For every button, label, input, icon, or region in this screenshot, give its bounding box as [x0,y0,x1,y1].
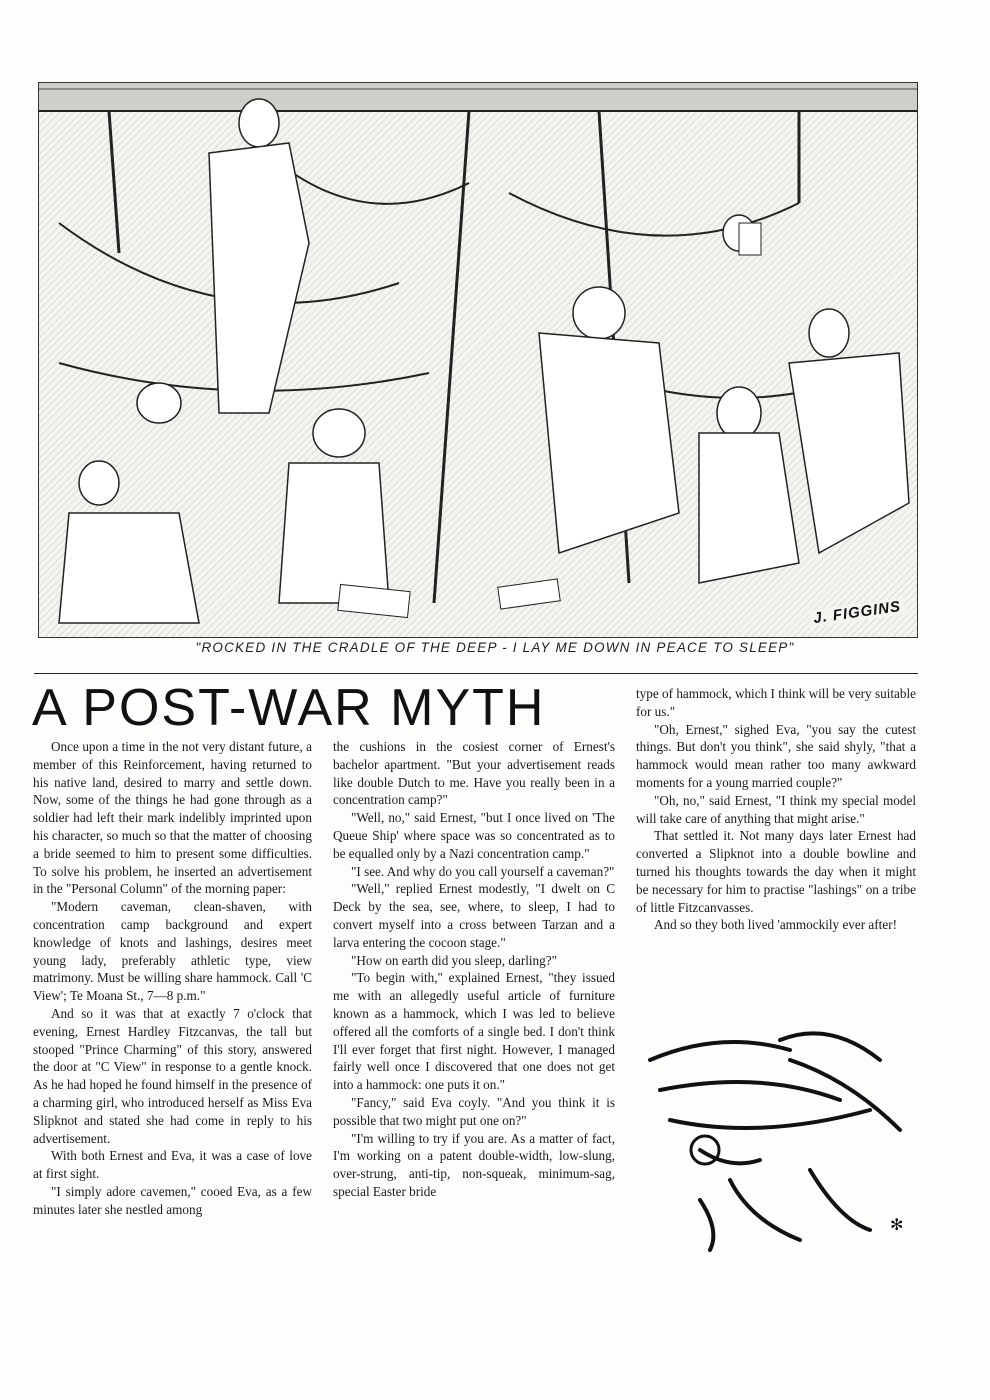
paragraph: "I'm willing to try if you are. As a matter of fact, I'm working on a patent double-width, low-slung, over-strung, anti-tip, non-squeak, minimum-sag, special Easter bride [333,1130,615,1199]
cartoon-caption: "ROCKED IN THE CRADLE OF THE DEEP - I LAY ME DOWN IN PEACE TO SLEEP" [195,640,795,655]
paragraph: "Oh, Ernest," sighed Eva, "you say the cutest things. But don't you think", she said shyly, "that a hammock would mean rather too many awkward moments for a young married couple?" [636,721,916,790]
paragraph: "Modern caveman, clean-shaven, with concentration camp background and expert knowledge of knots and lashings, desires meet young lady, preferably athletic type, view matrimony. Must be willing share hammock. Call 'C View'; Te Moana St., 7—8 p.m." [33,899,312,1004]
paragraph: "How on earth did you sleep, darling?" [351,952,557,968]
paragraph: type of hammock, which I think will be very suitable for us." [636,686,916,719]
man-under-hammocks-drawing [640,1020,915,1255]
paragraph: the cushions in the cosiest corner of Ernest's bachelor apartment. "But your advertisement reads like double Dutch to me. Have you really been in a concentration camp?" [333,739,615,808]
cartoon-illustration [38,82,918,638]
article-headline: A POST-WAR MYTH [32,679,546,737]
svg-text:✻: ✻ [890,1217,904,1234]
column-1 [33,738,312,1219]
paragraph: "Fancy," said Eva coyly. "And you think it is possible that two might put one on?" [333,1094,615,1128]
paragraph: With both Ernest and Eva, it was a case of love at first sight. [33,1148,312,1182]
paragraph: "Well, no," said Ernest, "but I once lived on 'The Queue Ship' where space was so concentrated as to be equalled only by a Nazi concentration camp." [333,810,615,861]
paragraph: "I see. And why do you call yourself a caveman?" [351,863,615,879]
hammock-deck-drawing [39,83,917,637]
column-2 [333,738,615,1201]
artist-signature: J. FIGGINS [808,597,906,627]
paragraph: And so it was that at exactly 7 o'clock that evening, Ernest Hardley Fitzcanvas, the tall but stooped "Prince Charming" of this story, answered the door at "C View" in response to a gentle knock. As he had hoped he found himself in the presence of a charming girl, who introduced herself as Miss Eva Slipknot and stated she had come in reply to his advertisement. [33,1005,312,1146]
paragraph: "Well," replied Ernest modestly, "I dwelt on C Deck by the sea, see, where, to sleep, I had to convert myself into a cross between Tarzan and a larva entering the cocoon stage." [333,881,615,950]
paragraph: "Oh, no," said Ernest, "I think my special model will take care of anything that might arise." [636,792,916,826]
paragraph: And so they both lived 'ammockily ever after! [654,917,897,933]
paragraph: Once upon a time in the not very distant future, a member of this Reinforcement, having returned to his native land, desired to marry and settle down. Now, some of the things he had gone through as a soldier had left their mark indelibly imprinted upon his character, so much so that the matter of choosing a bride seemed to him to present some difficulties. To solve his problem, he inserted an advertisement in the "Personal Column" of the morning paper: [33,739,312,897]
column-3 [636,685,916,934]
hammock-sketch [640,1020,915,1255]
paragraph: That settled it. Not many days later Ernest had converted a Slipknot into a double bowline and turned his thoughts towards the day when it might be necessary for him to practise "lashings" on a tribe of little Fitzcanvasses. [636,828,916,915]
paragraph: "I simply adore cavemen," cooed Eva, as a few minutes later she nestled among [33,1183,312,1217]
divider [34,673,918,674]
paragraph: "To begin with," explained Ernest, "they issued me with an allegedly useful article of furniture known as a hammock, which I was led to believe offered all the comforts of a single bed. I don't think I'll ever forget that first night. However, I managed fairly well once I discovered that one does not get into a hammock: one puts it on." [333,970,615,1093]
